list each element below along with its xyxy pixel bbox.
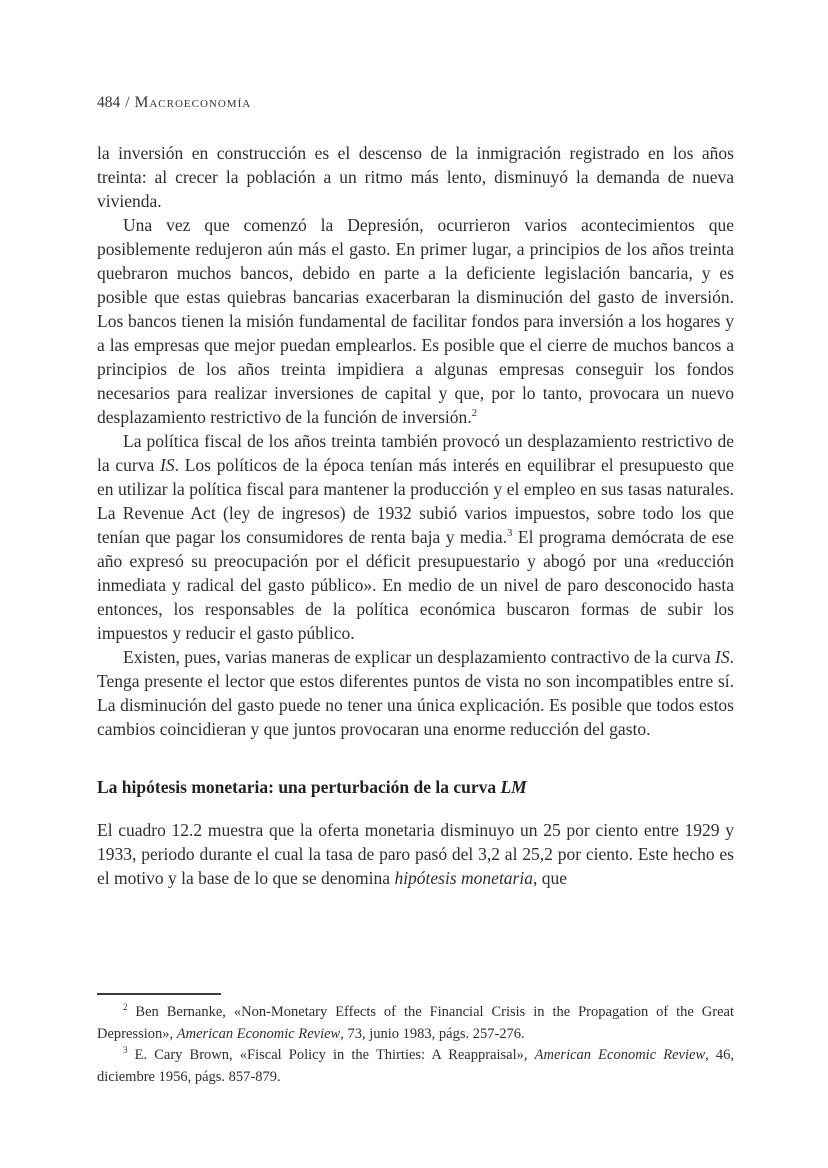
page-number: 484 — [97, 94, 121, 111]
header-separator: / — [125, 94, 130, 111]
section-heading: La hipótesis monetaria: una perturbación de la curva LM — [97, 777, 527, 797]
body-paragraph: El cuadro 12.2 muestra que la oferta monetaria disminuyo un 25 por ciento entre 1929 y 1933, periodo durante el cual la tasa de paro pasó del 3,2 al 25,2 por ciento. Este hecho es el motivo y la base de lo que se denomina hipótesis monetaria, que — [97, 820, 734, 888]
body-paragraph: Una vez que comenzó la Depresión, ocurrieron varios acontecimientos que posiblemente redujeron aún más el gasto. En primer lugar, a principios de los años treinta quebraron muchos bancos, debido en parte a la deficiente legislación bancaria, y es posible que estas quiebras bancarias exacerbaran la disminución del gasto de inversión. Los bancos tienen la misión fundamental de facilitar fondos para inversión a los hogares y a las empresas que mejor puedan emplearlos. Es posible que el cierre de muchos bancos a principios de los años treinta impidiera a algunas empresas conseguir los fondos necesarios para realizar inversiones de capital y que, por lo tanto, provocara un nuevo desplazamiento restrictivo de la función de inversión.$^2$ — [97, 215, 734, 427]
body-paragraph: La política fiscal de los años treinta también provocó un desplazamiento restrictivo de la curva IS. Los políticos de la época tenían más interés en equilibrar el presupuesto que en utilizar la política fiscal para mantener la producción y el empleo en sus tasas naturales. La Revenue Act (ley de ingresos) de 1932 subió varios impuestos, sobre todo los que tenían que pagar los consumidores de renta baja y media.$^3$ El programa demócrata de ese año expresó su preocupación por el déficit presupuestario y abogó por una «reducción inmediata y radical del gasto público». En medio de un nivel de paro desconocido hasta entonces, los responsables de la política económica buscaron formas de subir los impuestos y reducir el gasto público. — [97, 431, 735, 643]
footnote: $^3$ E. Cary Brown, «Fiscal Policy in the Thirties: A Reappraisal», American Economic Review, 46, diciembre 1956, págs. 857-879. — [97, 1045, 735, 1085]
footnote-separator-rule — [97, 993, 221, 995]
page-body — [97, 141, 734, 890]
book-title: Macroeconomía — [134, 94, 252, 111]
running-header — [97, 94, 251, 112]
body-paragraph: Existen, pues, varias maneras de explicar un desplazamiento contractivo de la curva IS. Tenga presente el lector que estos diferentes puntos de vista no son incompatibles entre sí. La disminución del gasto puede no tener una única explicación. Es posible que todos estos cambios coincidieran y que juntos provocaran una enorme reducción del gasto. — [97, 647, 734, 739]
footnotes — [97, 993, 734, 1088]
body-paragraph: la inversión en construcción es el descenso de la inmigración registrado en los años treinta: al crecer la población a un ritmo más lento, disminuyó la demanda de nueva vivienda. — [97, 143, 734, 211]
footnote: $^2$ Ben Bernanke, «Non-Monetary Effects of the Financial Crisis in the Propagation of the Great Depression», American Economic Review, 73, junio 1983, págs. 257-276. — [97, 1002, 734, 1042]
